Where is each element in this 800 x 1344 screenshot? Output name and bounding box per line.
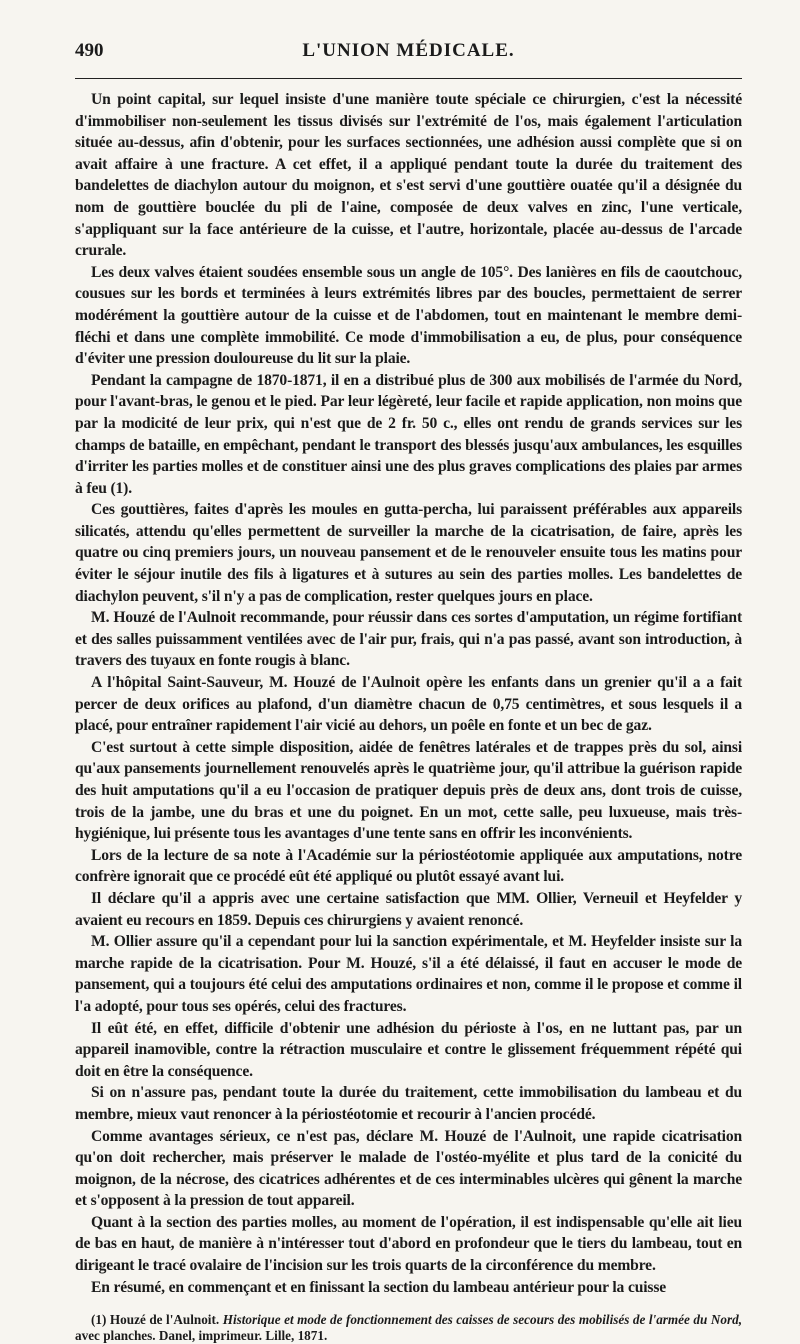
paragraph: Lors de la lecture de sa note à l'Académie sur la périostéotomie appliquée aux amputations, notre confrère ignorait que ce procédé eût été appliqué ou plutôt essayé avant lui. xyxy=(75,846,742,886)
paragraph: Quant à la section des parties molles, au moment de l'opération, il est indispensable qu'elle ait lieu de bas en haut, de manière à n'intéresser tout d'abord en profondeur que le tiers du lambeau, tout en dirigeant le tracé ovalaire de l'incision sur les trois quarts de la circonférence du membre. xyxy=(75,1213,742,1275)
paragraph: Les deux valves étaient soudées ensemble sous un angle de 105°. Des lanières en fils de caoutchouc, cousues sur les bords et terminées à leurs extrémités libres par des boucles, permettaient de serrer modérément la gouttière autour de la cuisse et de l'abdomen, tout en maintenant le membre demi-fléchi et dans une complète immobilité. Ce mode d'immobilisation a eu, de plus, pour conséquence d'éviter une pression douloureuse du lit sur la plaie. xyxy=(75,263,742,368)
paragraph: Il eût été, en effet, difficile d'obtenir une adhésion du périoste à l'os, en ne luttant pas, par un appareil inamovible, contre la rétraction musculaire et contre le glissement fréquemment répété qui doit en être la conséquence. xyxy=(75,1019,742,1080)
paragraph: Si on n'assure pas, pendant toute la durée du traitement, cette immobilisation du lambeau et du membre, mieux vaut renoncer à la périostéotomie et recourir à l'ancien procédé. xyxy=(75,1084,742,1123)
footnote-marker: (1) Houzé de l'Aulnoit. xyxy=(91,1312,220,1328)
page-number: 490 xyxy=(75,40,104,61)
running-title: L'UNION MÉDICALE. xyxy=(302,40,515,61)
paragraph: M. Houzé de l'Aulnoit recommande, pour réussir dans ces sortes d'amputation, un régime fortifiant et des salles puissamment ventilées avec de l'air pur, frais, qui n'a pas passé, avant son introduction, à travers des tuyaux en fonte rougis à blanc. xyxy=(75,609,742,670)
paragraph: A l'hôpital Saint-Sauveur, M. Houzé de l'Aulnoit opère les enfants dans un grenier qu'il a a fait percer de deux orifices au plafond, d'un diamètre chacun de 0,75 centimètres, et sous lesquels il a placé, pour entraîner rapidement l'air vicié au dehors, un poêle en fonte et un bec de gaz. xyxy=(75,674,742,735)
paragraph: En résumé, en commençant et en finissant la section du lambeau antérieur pour la cuisse xyxy=(91,1278,667,1296)
paragraph: Un point capital, sur lequel insiste d'une manière toute spéciale ce chirurgien, c'est la nécessité d'immobiliser non-seulement les tissus divisés sur l'extrémité de l'os, mais également l'articulation située au-dessus, afin d'obtenir, pour les surfaces sectionnées, une adhésion aussi complète que si on avait affaire à une fracture. A cet effet, il a appliqué pendant toute la durée du traitement des bandelettes de diachylon autour du moignon, et s'est servi d'une gouttière ouatée qu'il a désignée du nom de gouttière bouclée du pli de l'aine, composée de deux valves en zinc, l'une verticale, s'appliquant sur la face antérieure de la cuisse, et l'autre, horizontale, placée au-dessus de l'arcade crurale. xyxy=(75,91,742,260)
paragraph: M. Ollier assure qu'il a cependant pour lui la sanction expérimentale, et M. Heyfelder insiste sur la marche rapide de la cicatrisation. Pour M. Houzé, s'il a été délaissé, il faut en accuser le mode de pansement, qui a toujours été celui des amputations ordinaires et non, comme il le propose et comme il l'a adopté, pour tous ses opérés, celui des fractures. xyxy=(75,933,742,1015)
paragraph: Ces gouttières, faites d'après les moules en gutta-percha, lui paraissent préférables aux appareils silicatés, attendu qu'elles permettent de surveiller la marche de la cicatrisation, de faire, après les quatre ou cinq premiers jours, un nouveau pansement et de le renouveler ensuite tous les matins pour éviter le séjour inutile des fils à ligatures et à sutures au sein des parties molles. Les bandelettes de diachylon peuvent, s'il n'y a pas de complication, rester quelques jours en place. xyxy=(75,501,742,605)
footnote-title: Historique et mode de fonctionnement des caisses de secours des mobilisés de l'armée du Nord, xyxy=(222,1312,743,1328)
paragraph: Il déclare qu'il a appris avec une certaine satisfaction que MM. Ollier, Verneuil et Heyfelder y avaient eu recours en 1859. Depuis ces chirurgiens y avaient renoncé. xyxy=(75,889,742,929)
footnote-rest: avec planches. Danel, imprimeur. Lille, 1871. xyxy=(75,1328,328,1344)
paragraph: Pendant la campagne de 1870-1871, il en a distribué plus de 300 aux mobilisés de l'armée du Nord, pour l'avant-bras, le genou et le pied. Par leur légèreté, leur facile et rapide application, non moins que par la modicité de leur prix, qui n'est que de 2 fr. 50 c., elles ont rendu de grands services sur les champs de bataille, en empêchant, pendant le transport des blessés jusqu'aux ambulances, les esquilles d'irriter les parties molles et de constituer ainsi une des plus graves complications des plaies par armes à feu (1). xyxy=(75,371,742,497)
paragraph: C'est surtout à cette simple disposition, aidée de fenêtres latérales et de trappes près du sol, ainsi qu'aux pansements journellement renouvelés après le quatrième jour, qu'il attribue la guérison rapide des huit amputations qu'il a eu l'occasion de pratiquer depuis près de deux ans, dont trois de cuisse, trois de la jambe, une du bras et une du poignet. En un mot, cette salle, peu luxueuse, mais très-hygiénique, lui présente tous les avantages d'une tente sans en offrir les inconvénients. xyxy=(75,738,742,843)
paragraph: Comme avantages sérieux, ce n'est pas, déclare M. Houzé de l'Aulnoit, une rapide cicatrisation qu'on doit rechercher, mais préserver le malade de l'ostéo-myélite et plus tard de la conicité du moignon, de la nécrose, des cicatrices adhérentes et de ces interminables ulcères qui gênent la marche et s'opposent à la pression de tout appareil. xyxy=(75,1127,742,1210)
header-rule xyxy=(75,78,742,79)
page-header xyxy=(75,40,742,74)
footnote xyxy=(75,1312,742,1344)
body-text xyxy=(75,89,742,1298)
